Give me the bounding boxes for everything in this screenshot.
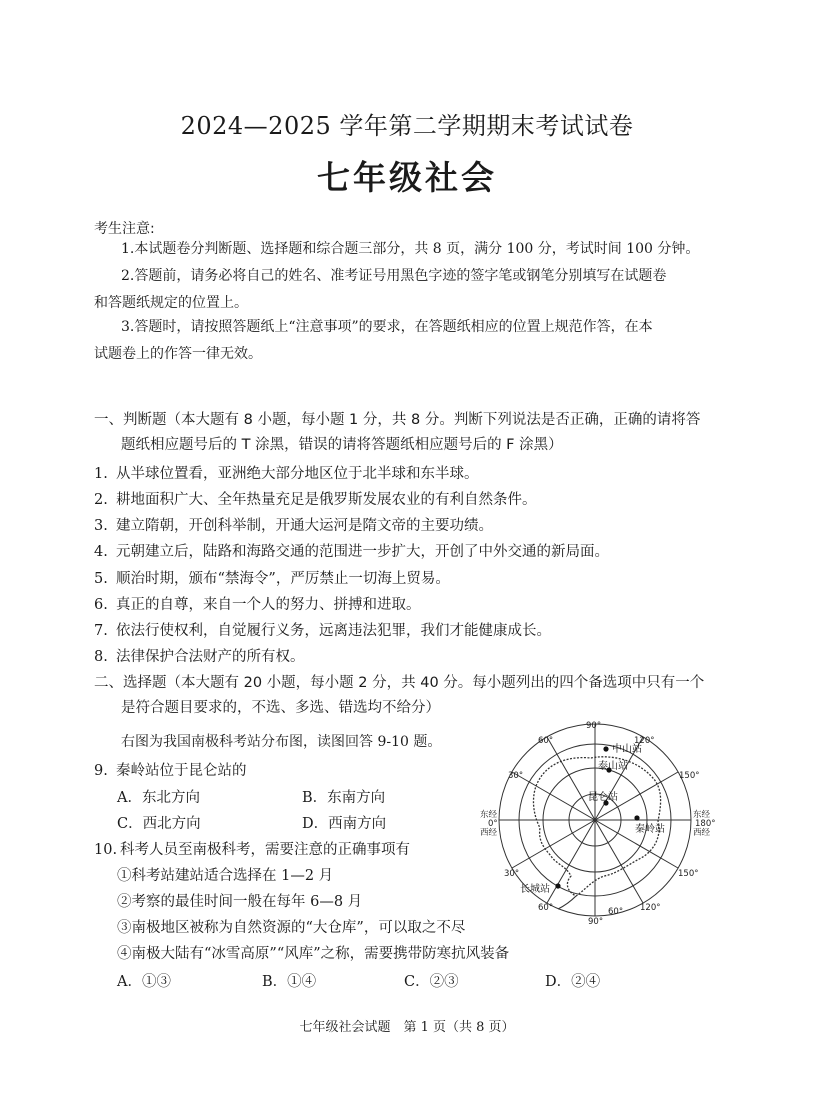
lon-label-top: 90° <box>586 721 602 731</box>
lon-label-60: 60° <box>538 736 554 746</box>
changcheng-station-dot <box>555 883 560 888</box>
lon-label-bottom: 90° <box>588 917 604 926</box>
notice-heading: 考生注意: <box>94 221 155 237</box>
zhongshan-station-dot <box>603 746 608 751</box>
item-text: 依法行使权利，自觉履行义务，远离违法犯罪，我们才能健康成长。 <box>116 623 551 639</box>
section2-heading-line2: 是符合题目要求的，不选、多选、错选均不给分） <box>121 700 440 716</box>
exam-subject: 七年级社会 <box>317 158 497 197</box>
lon-label-150: 150° <box>679 771 700 781</box>
notice-text-3a: 3.答题时，请按照答题纸上“注意事项”的要求，在答题纸相应的位置上规范作答，在本 <box>121 319 653 335</box>
q10-statement-3: ③南极地区被称为自然资源的“大仓库”，可以取之不尽 <box>117 920 466 936</box>
judge-item-4 <box>94 540 609 561</box>
item-number: 1. <box>94 466 108 482</box>
q10-option-c: C．②③ <box>404 974 459 990</box>
judge-item-5 <box>94 567 450 588</box>
q10-statement-4: ④南极大陆有“冰雪高原”“风库”之称，需要携带防寒抗风装备 <box>117 946 510 962</box>
lon-label-30-south: 30° <box>504 869 520 879</box>
item-text: 从半球位置看，亚洲绝大部分地区位于北半球和东半球。 <box>116 466 479 482</box>
item-number: 8. <box>94 649 108 665</box>
antarctic-peninsula <box>558 896 576 909</box>
item-number: 4. <box>94 544 108 560</box>
judge-item-6 <box>94 593 421 614</box>
item-number: 2. <box>94 492 108 508</box>
taishan-station-label: 泰山站 <box>598 761 628 772</box>
judge-item-1 <box>94 462 479 483</box>
judge-item-2 <box>94 488 537 509</box>
kunlun-station-label: 昆仑站 <box>588 792 618 803</box>
q9-option-a: A．东北方向 <box>117 790 200 806</box>
item-text: 真正的自尊，来自一个人的努力、拼搏和进取。 <box>116 597 421 613</box>
zhongshan-station-label: 中山站 <box>612 744 642 755</box>
qinling-station-label: 秦岭站 <box>635 824 665 835</box>
lon-label-180: 180° <box>695 819 716 829</box>
notice-text-2a: 2.答题前，请务必将自己的姓名、准考证号用黑色字迹的签字笔或钢笔分别填写在试题卷 <box>121 268 667 284</box>
question-number: 10. <box>94 842 118 858</box>
notice-item-3a <box>94 314 726 341</box>
lon-label-east: 东经 <box>480 810 498 820</box>
item-text: 顺治时期，颁布“禁海令”，严厉禁止一切海上贸易。 <box>116 571 450 587</box>
notice-item-2b: 和答题纸规定的位置上。 <box>94 295 248 311</box>
item-number: 5. <box>94 571 108 587</box>
q9-option-c: C．西北方向 <box>117 816 201 832</box>
lon-label-zero: 0° <box>488 819 498 829</box>
question-10 <box>94 838 410 859</box>
item-text: 元朝建立后，陆路和海路交通的范围进一步扩大，开创了中外交通的新局面。 <box>116 544 609 560</box>
section1-heading-cont <box>94 432 726 459</box>
section1-heading-line2: 题纸相应题号后的 T 涂黑，错误的请将答题纸相应题号后的 F 涂黑） <box>121 437 563 453</box>
lon-label-120-south: 120° <box>640 903 661 913</box>
item-number: 3. <box>94 518 108 534</box>
item-number: 7. <box>94 623 108 639</box>
item-text: 耕地面积广大、全年热量充足是俄罗斯发展农业的有利自然条件。 <box>116 492 537 508</box>
question-9 <box>94 759 247 780</box>
exam-title: 2024—2025 学年第二学期期末考试试卷 <box>180 112 634 140</box>
lat-label-60: 60° <box>608 907 624 917</box>
q10-option-d: D．②④ <box>545 974 601 990</box>
notice-text-1: 1.本试题卷分判断题、选择题和综合题三部分，共 8 页，满分 100 分，考试时间 100 分钟。 <box>121 241 700 257</box>
q10-option-b: B．①④ <box>262 974 317 990</box>
notice-item-3b: 试题卷上的作答一律无效。 <box>94 346 262 362</box>
section1-heading: 一、判断题（本大题有 8 小题，每小题 1 分，共 8 分。判断下列说法是否正确，正确的请将答 <box>94 412 701 428</box>
judge-item-3 <box>94 514 493 535</box>
question-intro: 右图为我国南极科考站分布图，读图回答 9-10 题。 <box>121 734 442 750</box>
judge-item-8 <box>94 645 305 666</box>
notice-item-2a <box>94 263 726 290</box>
changcheng-station-label: 长城站 <box>520 884 550 895</box>
item-text: 建立隋朝，开创科举制，开通大运河是隋文帝的主要功绩。 <box>116 518 493 534</box>
question-text: 科考人员至南极科考，需要注意的正确事项有 <box>120 842 410 858</box>
q9-option-d: D．西南方向 <box>302 816 387 832</box>
q9-option-b: B．东南方向 <box>302 790 386 806</box>
q10-option-a: A．①③ <box>117 974 171 990</box>
lon-label-30: 30° <box>508 771 524 781</box>
qinling-station-dot <box>634 815 639 820</box>
judge-item-7 <box>94 619 551 640</box>
item-text: 法律保护合法财产的所有权。 <box>116 649 305 665</box>
lon-label-150-south: 150° <box>678 869 699 879</box>
question-number: 9. <box>94 763 108 779</box>
page-footer: 七年级社会试题 第 1 页（共 8 页） <box>299 1020 515 1035</box>
section2-heading: 二、选择题（本大题有 20 小题，每小题 2 分，共 40 分。每小题列出的四个备选项中只有一个 <box>94 675 705 691</box>
q10-statement-1: ①科考站建站适合选择在 1—2 月 <box>117 868 334 884</box>
lon-label-west: 西经 <box>480 828 498 838</box>
lon-label-60-south: 60° <box>538 903 554 913</box>
lon-label-120: 120° <box>634 736 655 746</box>
q10-statement-2: ②考察的最佳时间一般在每年 6—8 月 <box>117 894 363 910</box>
question-text: 秦岭站位于昆仑站的 <box>116 763 247 779</box>
lon-label-east-2: 东经 <box>693 810 711 820</box>
notice-item-1 <box>94 236 726 263</box>
lon-label-west-2: 西经 <box>693 828 711 838</box>
item-number: 6. <box>94 597 108 613</box>
antarctic-station-map <box>476 716 716 926</box>
